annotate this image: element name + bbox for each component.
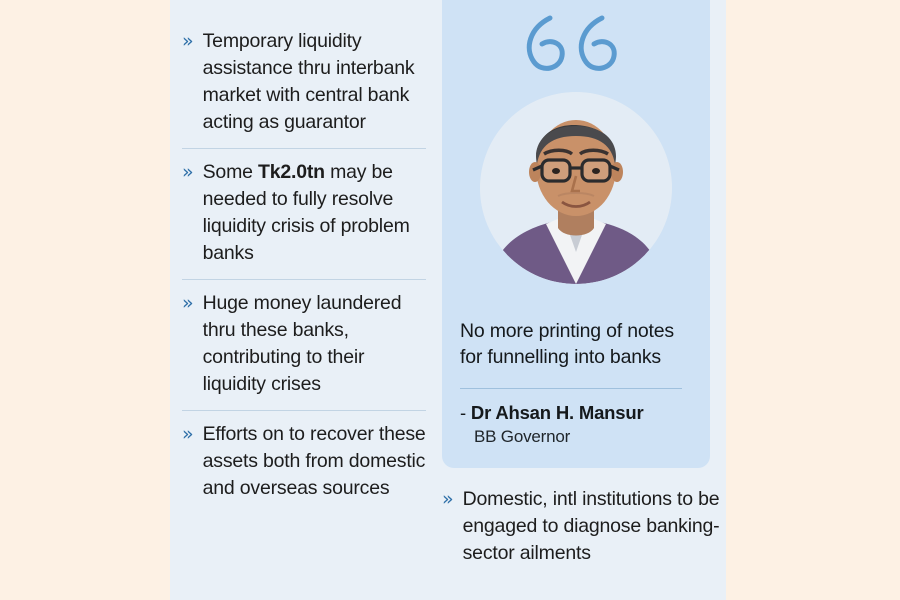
list-item xyxy=(442,486,722,567)
attribution-name-line xyxy=(460,400,700,425)
divider xyxy=(460,388,682,389)
attribution-dash: - xyxy=(460,402,466,423)
list-item-label: Efforts on to recover these assets both from domestic and overseas sources xyxy=(202,423,426,499)
list-item-highlight: Tk2.0tn xyxy=(257,161,325,183)
list-item xyxy=(182,149,426,280)
quote-text: No more printing of notes for funnelling into banks xyxy=(460,320,674,368)
list-item-text-after: may be needed to fully resolve liquidity crisis of problem banks xyxy=(202,161,410,264)
infographic-panel xyxy=(170,0,726,600)
list-item xyxy=(182,280,426,411)
attribution-role: BB Governor xyxy=(474,427,571,446)
portrait-photo xyxy=(480,92,672,284)
double-chevron-right-icon: » xyxy=(182,161,194,183)
double-chevron-right-icon: » xyxy=(182,292,194,314)
attribution-name: Dr Ahsan H. Mansur xyxy=(470,402,644,423)
quotation-mark-icon xyxy=(520,14,630,76)
left-bullet-column xyxy=(170,0,442,600)
quote-card xyxy=(442,0,710,468)
list-item-label: Domestic, intl institutions to be engaged to diagnose banking-sector ailments xyxy=(462,488,720,564)
double-chevron-right-icon: » xyxy=(182,423,194,445)
list-item-label: Temporary liquidity assistance thru interbank market with central bank acting as guarantor xyxy=(202,30,415,133)
double-chevron-right-icon: » xyxy=(442,488,454,510)
list-item-label: Huge money laundered thru these banks, contributing to their liquidity crises xyxy=(202,292,402,395)
avatar xyxy=(480,92,672,284)
list-item xyxy=(182,18,426,149)
list-item xyxy=(182,411,426,514)
attribution xyxy=(460,400,700,449)
double-chevron-right-icon: » xyxy=(182,30,194,52)
list-item-text-before: Some xyxy=(202,161,258,183)
list-item-label xyxy=(203,159,426,267)
